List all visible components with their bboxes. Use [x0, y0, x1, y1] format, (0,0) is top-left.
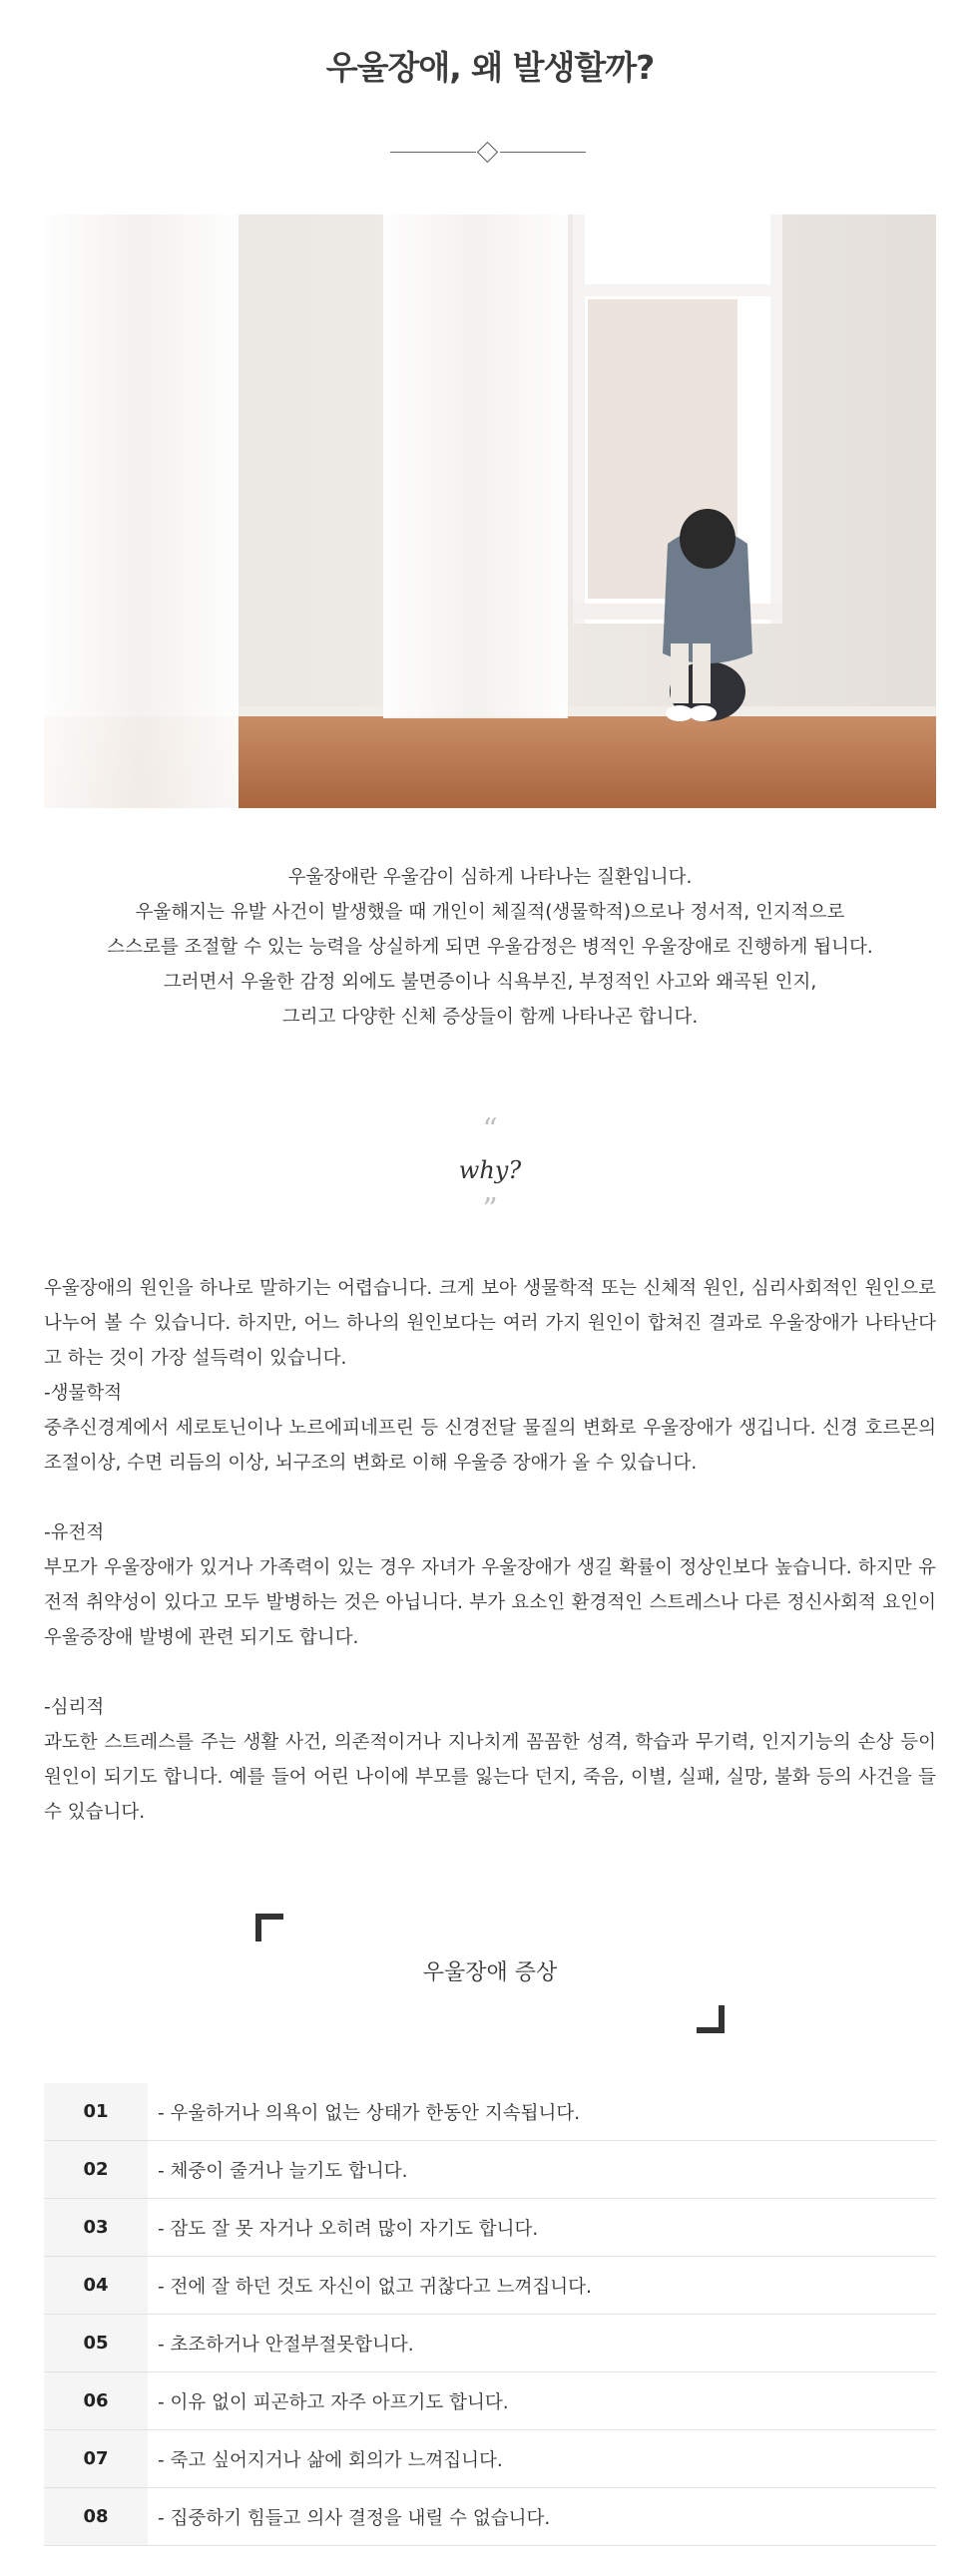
- genetic-text: 부모가 우울장애가 있거나 가족력이 있는 경우 자녀가 우울장애가 생길 확률이 정상인보다 높습니다. 하지만 유전적 취약성이 있다고 모두 발병하는 것은 아닙니다. 부가 요소인 환경적인 스트레스나 다른 정신사회적 요인이 우울증장애 발병에 관련 되기도 합니다.: [44, 1557, 936, 1648]
- page-title: 우울장애, 왜 발생할까?: [325, 48, 655, 87]
- table-row: [44, 2083, 936, 2141]
- corner-bracket-top-left-icon: [255, 1914, 283, 1941]
- divider-line-right: [500, 152, 586, 153]
- why-text: why?: [458, 1156, 522, 1184]
- table-row: [44, 2141, 936, 2199]
- row-number: 07: [44, 2430, 148, 2487]
- table-row: [44, 2199, 936, 2257]
- table-row: [44, 2488, 936, 2546]
- why-quote: [0, 1112, 980, 1227]
- causes-section: [44, 1271, 936, 1830]
- open-quote-icon: “: [482, 1112, 498, 1147]
- divider-line-left: [390, 152, 476, 153]
- symptoms-heading: [255, 1914, 725, 2033]
- row-number: 04: [44, 2257, 148, 2314]
- intro-line: 그리고 다양한 신체 증상들이 함께 나타나곤 합니다.: [281, 1007, 699, 1028]
- intro-line: 그러면서 우울한 감정 외에도 불면증이나 식욕부진, 부정적인 사고와 왜곡된 인지,: [163, 972, 817, 993]
- row-text: - 체중이 줄거나 늘기도 합니다.: [158, 2160, 408, 2182]
- table-row: [44, 2430, 936, 2488]
- psychological-text: 과도한 스트레스를 주는 생활 사건, 의존적이거나 지나치게 꼼꼼한 성격, 학습과 무기력, 인지기능의 손상 등이 원인이 되기도 합니다. 예를 들어 어린 나이에 부모를 잃는다 던지, 죽음, 이별, 실패, 실망, 불화 등의 사건을 들 수 있습니다.: [44, 1732, 936, 1823]
- close-quote-icon: ”: [482, 1192, 498, 1227]
- spacer: [44, 1655, 936, 1690]
- row-text: - 우울하거나 의욕이 없는 상태가 한동안 지속됩니다.: [158, 2102, 581, 2124]
- row-number: 06: [44, 2372, 148, 2429]
- intro-line: 스스로를 조절할 수 있는 능력을 상실하게 되면 우울감정은 병적인 우울장애로 진행하게 됩니다.: [107, 937, 873, 958]
- row-text: - 잠도 잘 못 자거나 오히려 많이 자기도 합니다.: [158, 2218, 539, 2240]
- row-number: 01: [44, 2083, 148, 2140]
- corner-bracket-bottom-right-icon: [697, 2005, 725, 2033]
- row-text: - 이유 없이 피곤하고 자주 아프기도 합니다.: [158, 2391, 509, 2413]
- causes-summary: 우울장애의 원인을 하나로 말하기는 어렵습니다. 크게 보아 생물학적 또는 신체적 원인, 심리사회적인 원인으로 나누어 볼 수 있습니다. 하지만, 어느 하나의 원인보다는 여러 가지 원인이 합쳐진 결과로 우울장애가 나타난다고 하는 것이 가장 설득력이 있습니다.: [44, 1278, 936, 1369]
- table-row: [44, 2257, 936, 2315]
- row-number: 02: [44, 2141, 148, 2198]
- diamond-icon: [477, 142, 498, 163]
- hero-image: [44, 215, 936, 808]
- biological-heading: -생물학적: [44, 1383, 123, 1404]
- row-text: - 죽고 싶어지거나 삶에 회의가 느껴집니다.: [158, 2449, 503, 2471]
- intro-paragraph: [0, 860, 980, 1035]
- intro-line: 우울해지는 유발 사건이 발생했을 때 개인이 체질적(생물학적)으로나 정서적, 인지적으로: [135, 902, 845, 923]
- person-sitting-by-window-illustration: [44, 215, 936, 808]
- row-text: - 집중하기 힘들고 의사 결정을 내릴 수 없습니다.: [158, 2507, 551, 2529]
- genetic-heading: -유전적: [44, 1522, 105, 1543]
- biological-text: 중추신경계에서 세로토닌이나 노르에피네프린 등 신경전달 물질의 변화로 우울장애가 생깁니다. 신경 호르몬의 조절이상, 수면 리듬의 이상, 뇌구조의 변화로 이해 우울증 장애가 올 수 있습니다.: [44, 1418, 936, 1474]
- row-text: - 전에 잘 하던 것도 자신이 없고 귀찮다고 느껴집니다.: [158, 2276, 592, 2298]
- intro-line: 우울장애란 우울감이 심하게 나타나는 질환입니다.: [287, 867, 693, 888]
- symptoms-title: 우울장애 증상: [422, 1960, 558, 1985]
- row-number: 05: [44, 2315, 148, 2371]
- psychological-heading: -심리적: [44, 1697, 105, 1718]
- row-number: 08: [44, 2488, 148, 2545]
- row-number: 03: [44, 2199, 148, 2256]
- table-row: [44, 2372, 936, 2430]
- spacer: [44, 1481, 936, 1515]
- symptoms-table: [44, 2083, 936, 2546]
- row-text: - 초조하거나 안절부절못합니다.: [158, 2334, 414, 2356]
- table-row: [44, 2315, 936, 2372]
- divider-ornament: [390, 142, 586, 164]
